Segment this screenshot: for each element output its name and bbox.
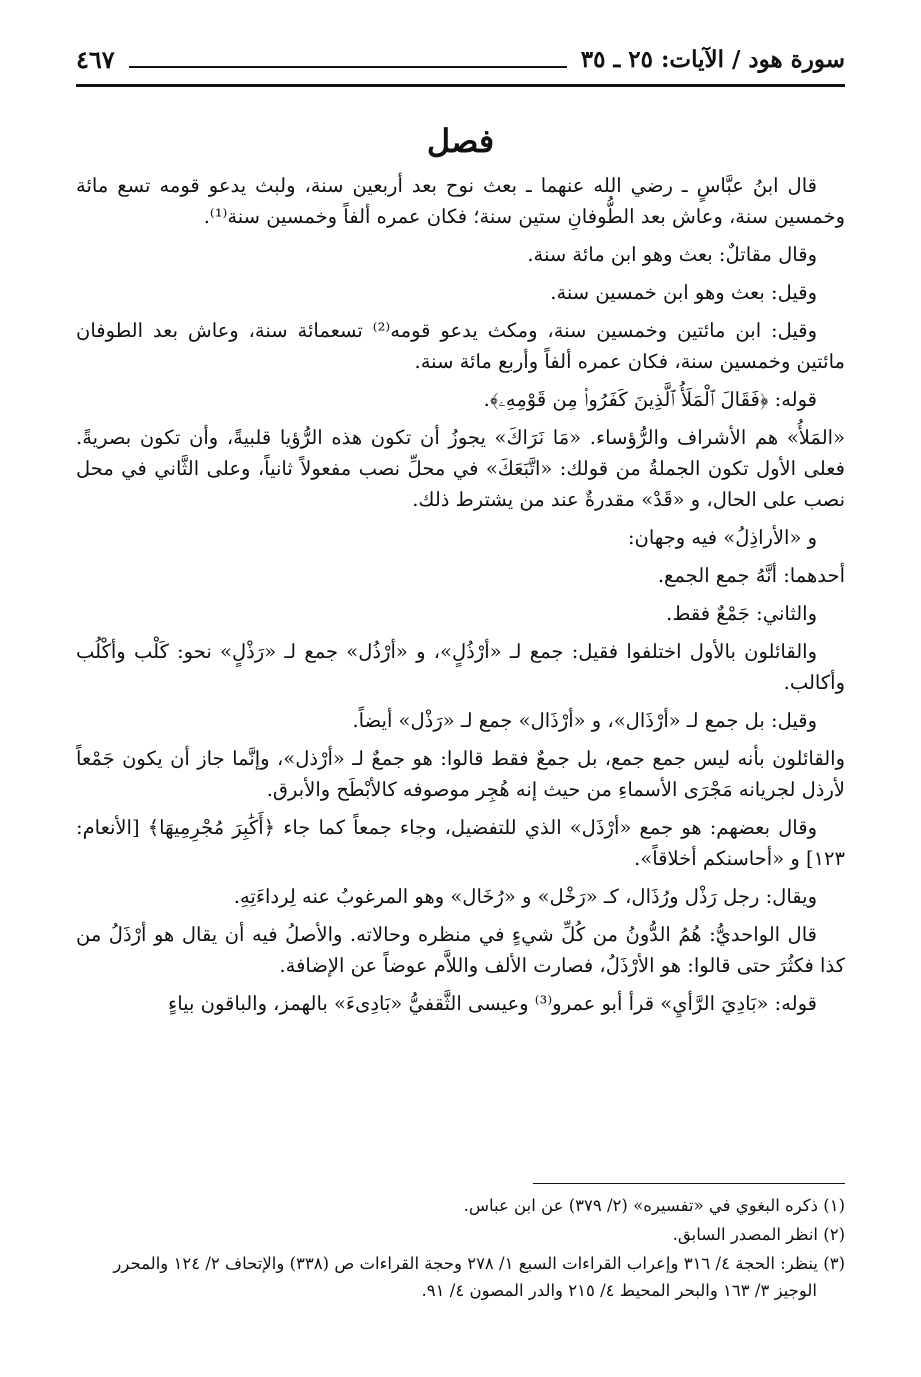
paragraph: وقيل: بل جمع لـ «أرْذَال»، و «أرْذَال» جمع لـ «رَذْل» أيضاً. (352, 709, 817, 732)
paragraph: والقائلون بالأول اختلفوا فقيل: جمع لـ «أرْذُلٍ»، و «أرْذُل» جمع لـ «رَذْلٍ» نحو: كَلْب وأكْلُب وأكالب. (76, 640, 845, 694)
header-rule (129, 50, 567, 68)
footnote: (٣) ينظر: الحجة ٤/ ٣١٦ وإعراب القراءات السبع ١/ ٢٧٨ وحجة القراءات ص (٣٣٨) والإتحاف ٢/ ١٢٤ والمحرر الوجيز ٣/ ١٦٣ والبحر المحيط ٤/ ٢١٥ والدر المصون ٤/ ٩١. (113, 1254, 845, 1300)
paragraph: قال الواحديُّ: هُمُ الدُّونُ من كُلِّ شيءٍ في منظره وحالاته. والأصلُ فيه أن يقال هو أرْذَلُ من كذا فكثُرَ حتى قالوا: هو الأرْذَلُ، فصارت الألف واللاَّم عوضاً عن الإضافة. (76, 923, 845, 977)
paragraph: وقيل: بعث وهو ابن خمسين سنة. (550, 281, 817, 304)
footnote: (١) ذكره البغوي في «تفسيره» (٢/ ٣٧٩) عن ابن عباس. (463, 1196, 845, 1215)
page-number: ٤٦٧ (76, 44, 115, 74)
paragraph: والثاني: جَمْعٌ فقط. (666, 602, 817, 625)
paragraph: أحدهما: أنَّهُ جمع الجمع. (657, 564, 845, 587)
header-divider (76, 84, 845, 87)
footnote-divider (533, 1183, 845, 1184)
paragraph: وقال بعضهم: هو جمع «أرْذَل» الذي للتفضيل، وجاء جمعاً كما جاء ﴿أَكَٰبِرَ مُجْرِمِيهَا﴾ [الأنعام: ١٢٣] و «أحاسنكم أخلاقاً». (76, 816, 845, 870)
section-title: فصل (426, 122, 495, 160)
paragraph: وقيل: ابن مائتين وخمسين سنة، ومكث يدعو قومه⁽²⁾ تسعمائة سنة، وعاش بعد الطوفان مائتين وخمسين سنة، فكان عمره ألفاً وأربع مائة سنة. (76, 319, 845, 373)
paragraph: «المَلأُ» هم الأشراف والرُّؤساء. «مَا نَرَاكَ» يجوزُ أن تكون هذه الرُّؤيا قلبيةً، وأن تكون بصريةً. فعلى الأول تكون الجملةُ من قولك: «اتَّبَعَكَ» في محلِّ نصب مفعولاً ثانياً، وعلى الثَّاني في محل نصب على الحال، و «قَدْ» مقدرةٌ عند من يشترط ذلك. (76, 426, 845, 511)
paragraph: وقال مقاتلٌ: بعث وهو ابن مائة سنة. (527, 243, 817, 266)
paragraph: ويقال: رجل رَذْل ورُذَال، كـ «رَخْل» و «رُخَال» وهو المرغوبُ عنه لِرداءَتِهِ. (233, 885, 817, 908)
paragraph: قال ابنُ عبَّاسٍ ـ رضي الله عنهما ـ بعث نوح بعد أربعين سنة، ولبث يدعو قومه تسع مائة وخمسين سنة، وعاش بعد الطُّوفانِ ستين سنة؛ فكان عمره ألفاً وخمسين سنة⁽¹⁾. (76, 174, 845, 228)
footnote: (٢) انظر المصدر السابق. (672, 1225, 845, 1244)
body-text (76, 170, 845, 1026)
paragraph: قوله: «بَادِيَ الرَّأيِ» قرأ أبو عمرو⁽³⁾ وعيسى الثَّقفيُّ «بَادِىءَ» بالهمز، والباقون بياءٍ (168, 992, 817, 1015)
paragraph: قوله: ﴿فَقَالَ ٱلْمَلَأُ ٱلَّذِينَ كَفَرُوا۟ مِن قَوْمِهِۦ﴾. (483, 388, 817, 411)
surah-title: سورة هود / الآيات: ٢٥ ـ ٣٥ (580, 45, 845, 73)
paragraph: و «الأراذِلُ» فيه وجهان: (627, 526, 817, 549)
paragraph: والقائلون بأنه ليس جمع جمع، بل جمعٌ فقط قالوا: هو جمعٌ لـ «أرْذل»، وإنَّما جاز أن يكون جَمْعاً لأرذل لجريانه مَجْرَى الأسماءِ من حيث إنه هُجِر موصوفه كالأبْطَح والأبرق. (76, 747, 845, 801)
footnotes (76, 1192, 845, 1306)
running-header (76, 40, 845, 78)
